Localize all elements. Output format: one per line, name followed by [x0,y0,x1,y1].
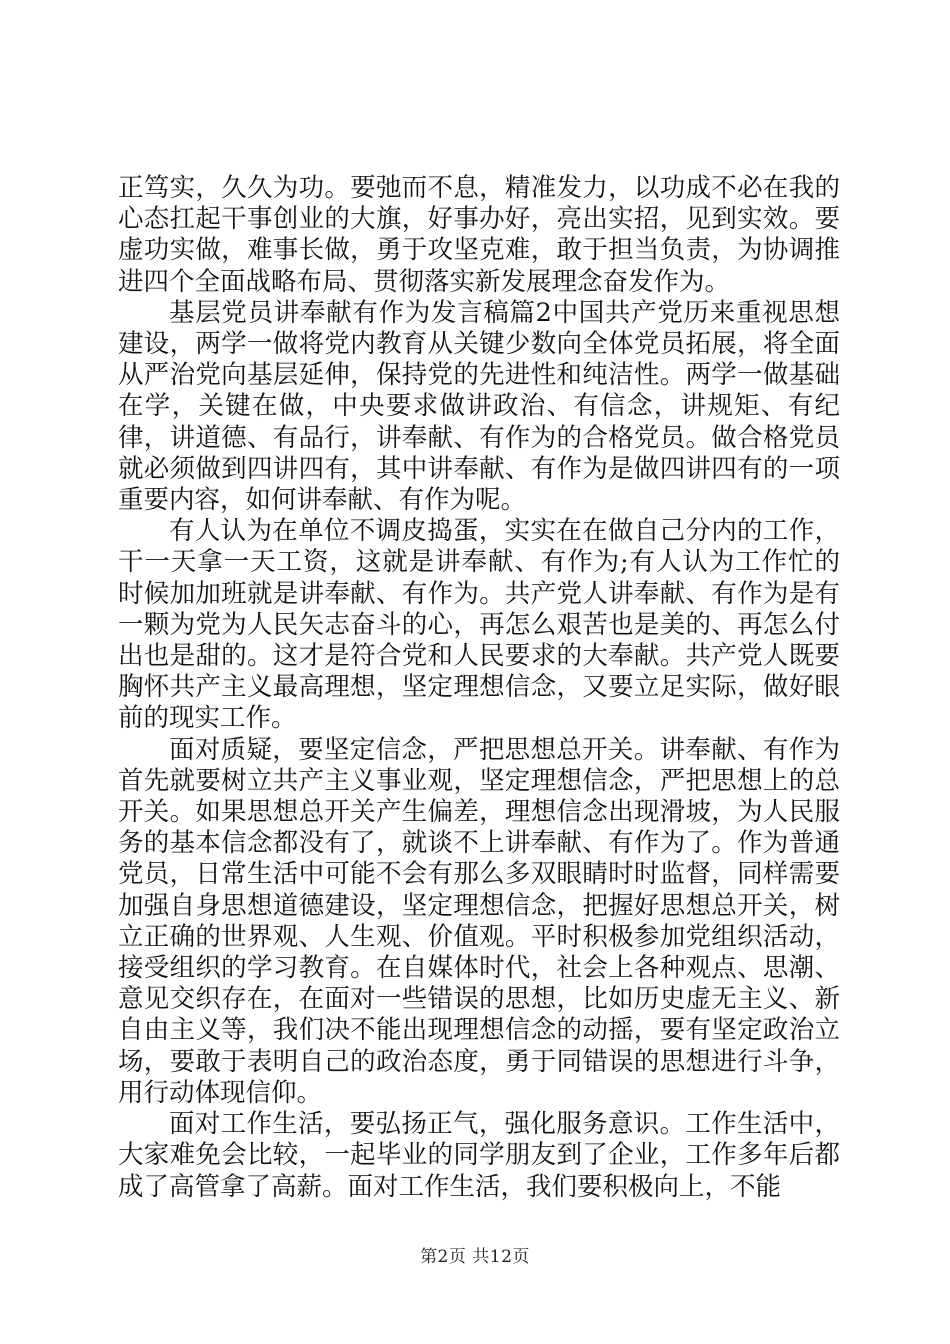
paragraph-work-life: 面对工作生活，要弘扬正气，强化服务意识。工作生活中，大家难免会比较，一起毕业的同学朋友到了企业，工作多年后都成了高管拿了高薪。面对工作生活，我们要积极向上，不能 [118,1109,840,1202]
paragraph-dedication-views: 有人认为在单位不调皮捣蛋，实实在在做自己分内的工作，干一天拿一天工资，这就是讲奉献、有作为;有人认为工作忙的时候加加班就是讲奉献、有作为。共产党人讲奉献、有作为是有一颗为党为人民矢志奋斗的心，再怎么艰苦也是美的、再怎么付出也是甜的。这才是符合党和人民要求的大奉献。共产党人既要胸怀共产主义最高理想，坚定理想信念，又要立足实际，做好眼前的现实工作。 [118,516,840,734]
document-body [118,173,840,1203]
page-number-footer: 第2页 共12页 [420,1247,530,1267]
paragraph-continued: 正笃实，久久为功。要弛而不息，精准发力，以功成不必在我的心态扛起干事创业的大旗，好事办好，亮出实招，见到实效。要虚功实做，难事长做，勇于攻坚克难，敢于担当负责，为协调推进四个全面战略布局、贯彻落实新发展理念奋发作为。 [118,173,840,297]
paragraph-speech-intro: 基层党员讲奉献有作为发言稿篇2中国共产党历来重视思想建设，两学一做将党内教育从关键少数向全体党员拓展，将全面从严治党向基层延伸，保持党的先进性和纯洁性。两学一做基础在学，关键在做，中央要求做讲政治、有信念，讲规矩、有纪律，讲道德、有品行，讲奉献、有作为的合格党员。做合格党员就必须做到四讲四有，其中讲奉献、有作为是做四讲四有的一项重要内容，如何讲奉献、有作为呢。 [118,297,840,516]
paragraph-firm-belief: 面对质疑，要坚定信念，严把思想总开关。讲奉献、有作为首先就要树立共产主义事业观，坚定理想信念，严把思想上的总开关。如果思想总开关产生偏差，理想信念出现滑坡，为人民服务的基本信念都没有了，就谈不上讲奉献、有作为了。作为普通党员，日常生活中可能不会有那么多双眼睛时时监督，同样需要加强自身思想道德建设，坚定理想信念，把握好思想总开关，树立正确的世界观、人生观、价值观。平时积极参加党组织活动，接受组织的学习教育。在自媒体时代，社会上各种观点、思潮、意见交织存在，在面对一些错误的思想，比如历史虚无主义、新自由主义等，我们决不能出现理想信念的动摇，要有坚定政治立场，要敢于表明自己的政治态度，勇于同错误的思想进行斗争，用行动体现信仰。 [118,734,840,1108]
